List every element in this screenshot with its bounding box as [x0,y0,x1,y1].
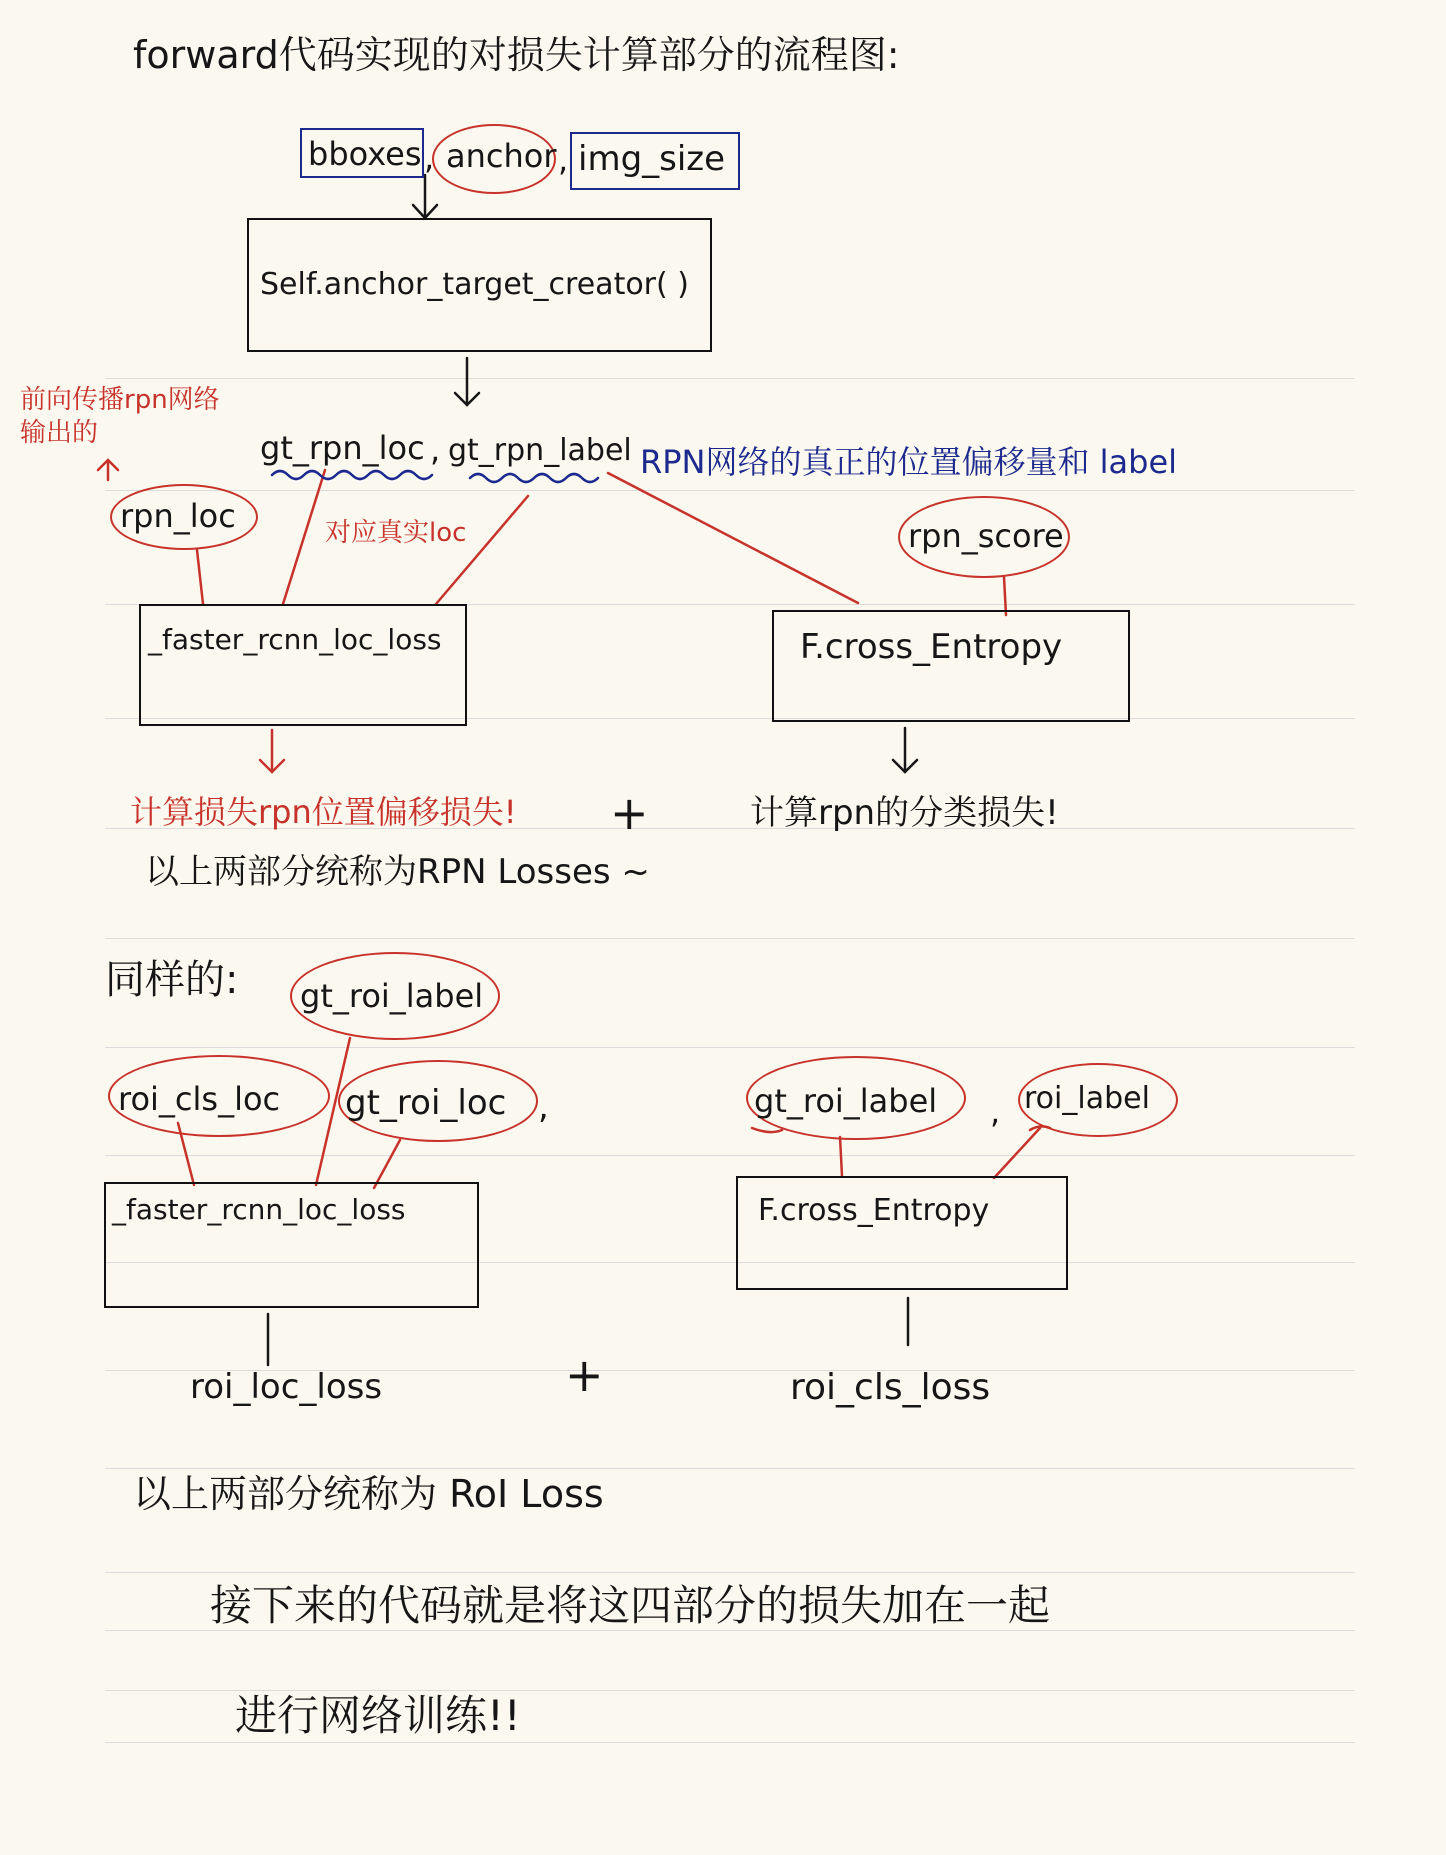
anchor-target-creator-label: Self.anchor_target_creator( ) [260,267,689,302]
final-note-line-1: 接下来的代码就是将这四部分的损失加在一起 [210,1581,1051,1630]
separator-comma: , [430,431,441,469]
ruled-line [105,1742,1355,1743]
ruled-line [105,938,1355,939]
separator-comma: , [990,1093,1001,1131]
page-heading: forward代码实现的对损失计算部分的流程图: [133,33,900,77]
rpn-forward-note: 前向传播rpn网络 输出的 [20,385,220,448]
gt-roi-label-top: gt_roi_label [300,977,484,1015]
rpn-score-label: rpn_score [908,517,1064,555]
gt-rpn-label-label: gt_rpn_label [448,433,632,468]
rpn-losses-note: 以上两部分统称为RPN Losses ~ [145,852,650,892]
roi-label-label: roi_label [1024,1081,1150,1116]
gt-roi-label-label: gt_roi_label [754,1082,938,1120]
ruled-line [105,378,1355,379]
final-note-line-2: 进行网络训练!! [235,1691,521,1740]
roi-cross-entropy-label: F.cross_Entropy [758,1193,990,1228]
anchor-label: anchor [446,137,557,175]
gt-rpn-loc-label: gt_rpn_loc [260,429,425,467]
roi-cls-loss-label: roi_cls_loss [790,1367,991,1408]
gt-roi-loc-label: gt_roi_loc [345,1083,507,1123]
similarly-label: 同样的: [105,957,239,1003]
roi-loc-loss-box-label: _faster_rcnn_loc_loss [112,1193,406,1226]
gt-rpn-explanation: RPN网络的真正的位置偏移量和 label [640,443,1178,481]
corresponding-loc-note: 对应真实loc [325,518,467,548]
roi-cls-loc-label: roi_cls_loc [118,1080,281,1118]
ruled-line [105,1572,1355,1573]
separator-comma: , [558,141,569,179]
ruled-line [105,1630,1355,1631]
rpn-cross-entropy-label: F.cross_Entropy [800,627,1063,667]
img-size-label: img_size [578,139,726,179]
rpn-loc-label: rpn_loc [120,497,236,535]
plus-sign: + [565,1348,604,1402]
ruled-line [105,1155,1355,1156]
ruled-line [105,490,1355,491]
separator-comma: , [424,139,435,177]
roi-loss-note: 以上两部分统称为 RoI Loss [133,1472,604,1516]
bboxes-label: bboxes [308,135,422,173]
ruled-line [105,1468,1355,1469]
ruled-line [105,1047,1355,1048]
rpn-loc-loss-result: 计算损失rpn位置偏移损失! [130,793,517,831]
plus-sign: + [610,786,649,840]
rpn-loc-loss-label: _faster_rcnn_loc_loss [148,623,442,656]
roi-loc-loss-label: roi_loc_loss [190,1367,383,1407]
separator-comma: , [538,1087,549,1127]
rpn-cls-loss-result: 计算rpn的分类损失! [750,793,1059,833]
